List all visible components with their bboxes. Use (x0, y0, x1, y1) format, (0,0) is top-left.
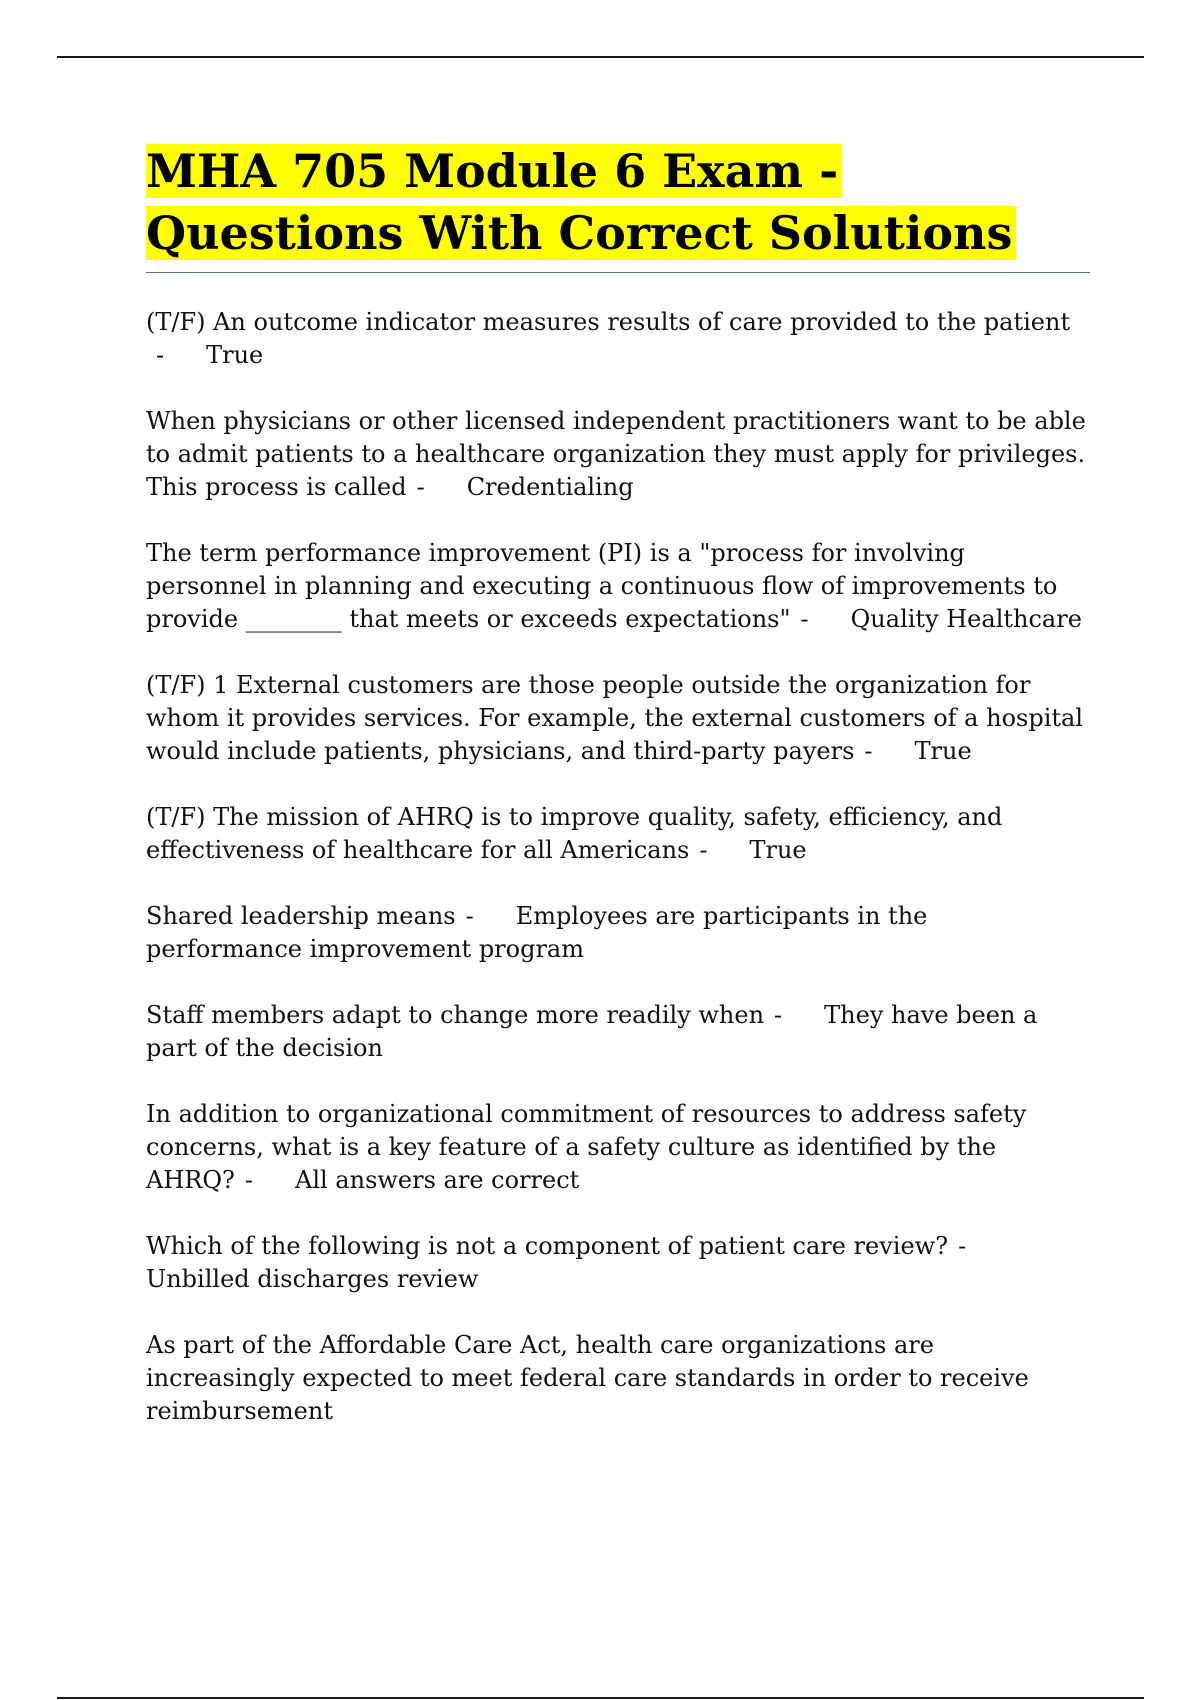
separator: - (958, 1232, 967, 1260)
answer-text: True (914, 737, 972, 765)
qa-item (146, 1230, 1090, 1296)
question-text: Shared leadership means (146, 902, 456, 930)
question-text: (T/F) An outcome indicator measures results of care provided to the patient (146, 308, 1071, 336)
answer-text: All answers are correct (294, 1166, 580, 1194)
answer-text: Credentialing (466, 473, 634, 501)
qa-item (146, 1098, 1090, 1197)
title-highlight: MHA 705 Module 6 Exam - Questions With Correct Solutions (146, 144, 1016, 260)
separator: - (774, 1001, 783, 1029)
separator: - (699, 836, 708, 864)
answer-text: True (206, 341, 264, 369)
qa-item (146, 405, 1090, 504)
separator: - (800, 605, 809, 633)
question-text: As part of the Affordable Care Act, health care organizations are increasingly expected to meet federal care standards in order to receive reimbursement (146, 1331, 1029, 1425)
question-text: (T/F) The mission of AHRQ is to improve quality, safety, efficiency, and effectiveness of healthcare for all Americans (146, 803, 1003, 864)
document-body (146, 140, 1090, 1461)
qa-item (146, 537, 1090, 636)
bottom-rule (57, 1697, 1144, 1699)
question-text: The term performance improvement (PI) is a "process for involving personnel in planning and executing a continuous flow of improvements to provide ________ that meets or exceeds expectations" (146, 539, 1058, 633)
question-text: When physicians or other licensed independent practitioners want to be able to admit patients to a healthcare organization they must apply for privileges. This process is called (146, 407, 1086, 501)
question-text: (T/F) 1 External customers are those people outside the organization for whom it provides services. For example, the external customers of a hospital would include patients, physicians, and third-party payers (146, 671, 1083, 765)
qa-item (146, 900, 1090, 966)
answer-text: Unbilled discharges review (146, 1265, 479, 1293)
qa-item (146, 669, 1090, 768)
qa-item (146, 801, 1090, 867)
top-rule (57, 56, 1144, 58)
answer-text: Quality Healthcare (850, 605, 1082, 633)
title-underline (146, 272, 1090, 273)
separator: - (244, 1166, 253, 1194)
separator: - (156, 341, 165, 369)
qa-list (146, 306, 1090, 1428)
answer-text: True (749, 836, 807, 864)
question-text: Which of the following is not a component of patient care review? (146, 1232, 949, 1260)
separator: - (416, 473, 425, 501)
separator: - (465, 902, 474, 930)
qa-item (146, 306, 1090, 372)
question-text: Staff members adapt to change more readily when (146, 1001, 765, 1029)
question-text: In addition to organizational commitment of resources to address safety concerns, what is a key feature of a safety culture as identified by the AHRQ? (146, 1100, 1027, 1194)
separator: - (864, 737, 873, 765)
document-title (146, 140, 1090, 264)
qa-item (146, 999, 1090, 1065)
qa-item (146, 1329, 1090, 1428)
answer-text: Employees are participants in the performance improvement program (146, 902, 928, 963)
answer-text: They have been a part of the decision (146, 1001, 1038, 1062)
